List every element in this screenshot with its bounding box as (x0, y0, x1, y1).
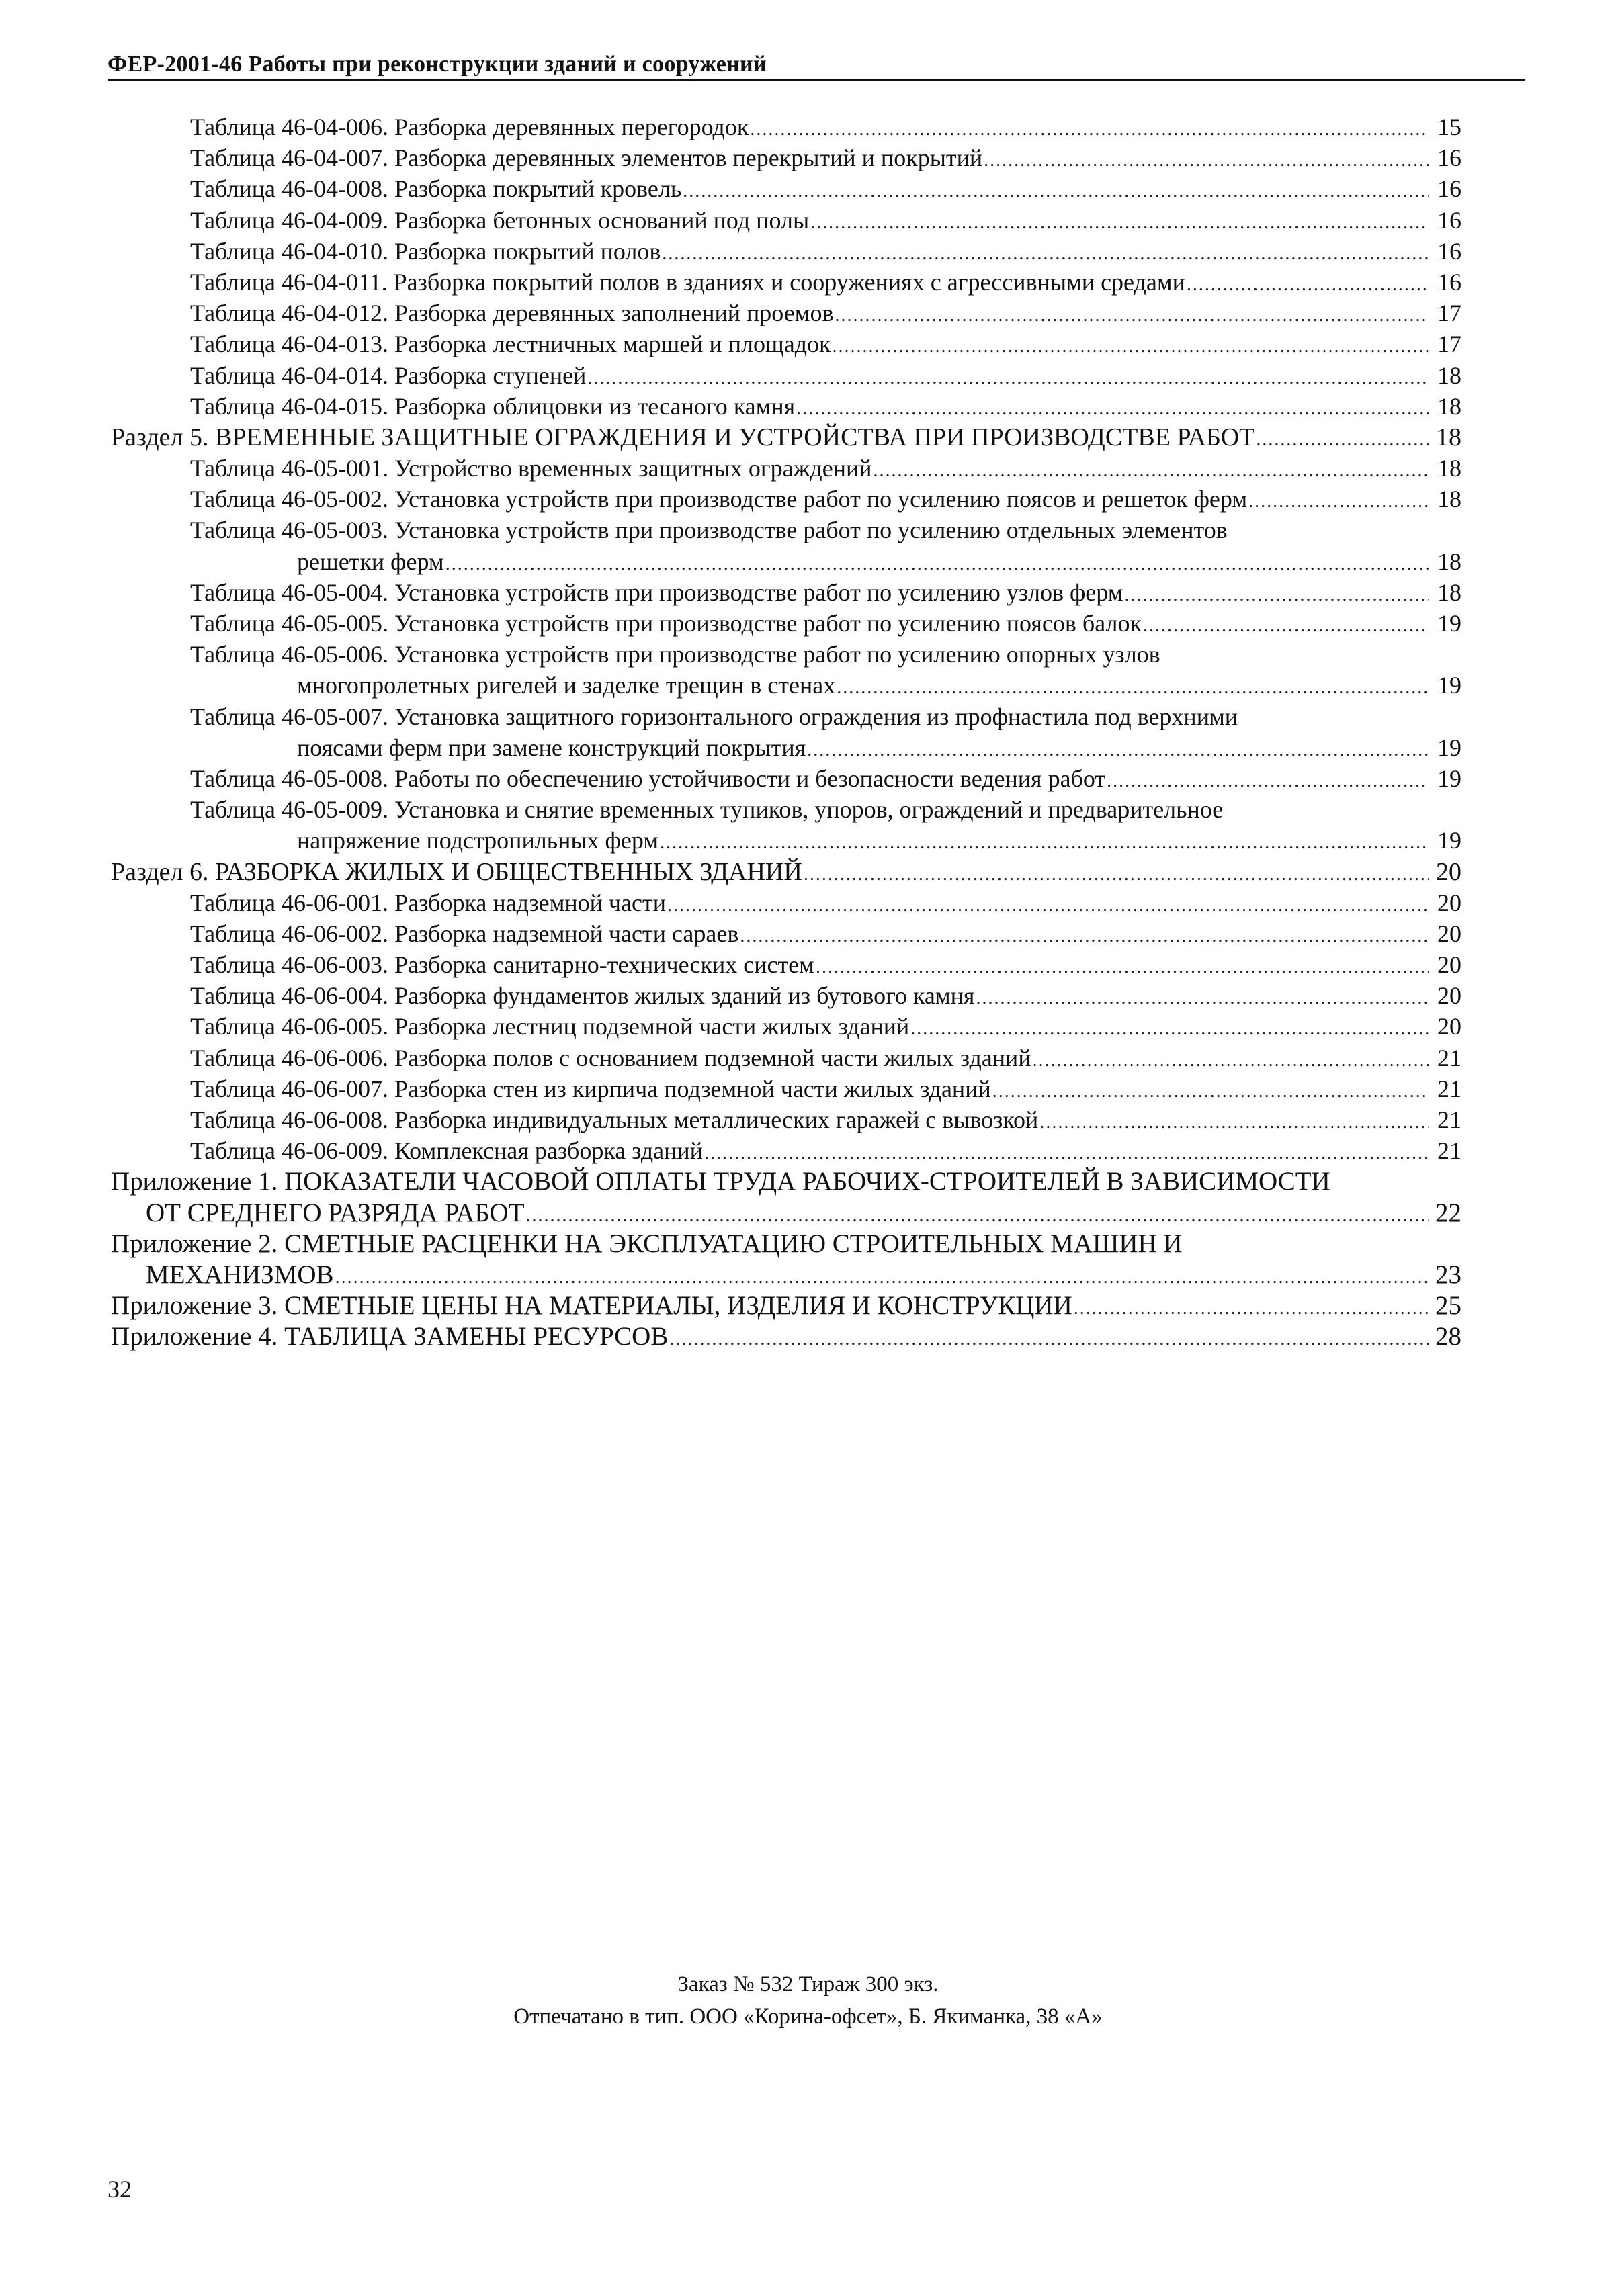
toc-entry-text: Таблица 46-06-003. Разборка санитарно-технических систем (190, 951, 814, 979)
toc-entry-table (111, 701, 1461, 732)
toc-entry-text: Таблица 46-06-006. Разборка полов с основанием подземной части жилых зданий (190, 1044, 1031, 1071)
toc-entry-page: 19 (1437, 672, 1461, 699)
toc-entry-appendix (111, 1229, 1461, 1260)
toc-entry-text: Приложение 4. ТАБЛИЦА ЗАМЕНЫ РЕСУРСОВ (111, 1322, 669, 1352)
toc-entry-table (111, 267, 1461, 298)
toc-entry-page: 16 (1437, 175, 1461, 203)
toc-dot-leader (1033, 1045, 1429, 1076)
toc-dot-leader (992, 1076, 1429, 1107)
toc-dot-leader (1248, 486, 1429, 517)
toc-entry-text: Таблица 46-06-005. Разборка лестниц подземной части жилых зданий (190, 1013, 910, 1041)
toc-entry-text: Таблица 46-06-001. Разборка надземной части (190, 889, 666, 916)
toc-entry-page: 17 (1437, 300, 1461, 327)
toc-entry-appendix-cont (111, 1198, 1461, 1229)
toc-dot-leader (740, 921, 1429, 952)
toc-entry-page: 28 (1435, 1322, 1461, 1352)
toc-entry-text: Раздел 5. ВРЕМЕННЫЕ ЗАЩИТНЫЕ ОГРАЖДЕНИЯ И УСТРОЙСТВА ПРИ ПРОИЗВОДСТВЕ РАБОТ (111, 423, 1255, 451)
toc-dot-leader (807, 735, 1429, 766)
toc-entry-table (111, 112, 1461, 142)
toc-entry-text: Раздел 6. РАЗБОРКА ЖИЛЫХ И ОБЩЕСТВЕННЫХ ЗДАНИЙ (111, 857, 802, 886)
toc-entry-page: 19 (1437, 734, 1461, 761)
toc-entry-page: 19 (1437, 827, 1461, 854)
toc-entry-text: Таблица 46-05-005. Установка устройств при производстве работ по усилению поясов балок (190, 610, 1142, 637)
toc-entry-text: поясами ферм при замене конструкций покрытия (297, 734, 806, 761)
toc-entry-text: Таблица 46-06-008. Разборка индивидуальных металлических гаражей с вывозкой (190, 1106, 1039, 1133)
toc-entry-text: Таблица 46-05-006. Установка устройств при производстве работ по усилению опорных узлов (190, 641, 1160, 668)
toc-entry-text: Приложение 3. СМЕТНЫЕ ЦЕНЫ НА МАТЕРИАЛЫ, ИЗДЕЛИЯ И КОНСТРУКЦИИ (111, 1291, 1072, 1321)
toc-entry-table (111, 391, 1461, 422)
toc-entry-text: ОТ СРЕДНЕГО РАЗРЯДА РАБОТ (146, 1198, 525, 1227)
toc-entry-table (111, 484, 1461, 515)
toc-entry-page: 21 (1437, 1106, 1461, 1133)
toc-entry-text: Таблица 46-05-003. Установка устройств при производстве работ по усилению отдельных элементов (190, 517, 1228, 544)
toc-entry-table (111, 577, 1461, 608)
toc-entry-text: Приложение 2. СМЕТНЫЕ РАСЦЕНКИ НА ЭКСПЛУАТАЦИЮ СТРОИТЕЛЬНЫХ МАШИН И (111, 1229, 1183, 1258)
toc-entry-text: МЕХАНИЗМОВ (146, 1260, 334, 1289)
toc-entry-table-cont (111, 546, 1461, 577)
toc-entry-table (111, 173, 1461, 204)
toc-entry-page: 16 (1437, 144, 1461, 172)
toc-entry-page: 16 (1437, 237, 1461, 265)
toc-entry-page: 18 (1437, 486, 1461, 513)
toc-entry-text: Таблица 46-04-015. Разборка облицовки из тесаного камня (190, 392, 796, 420)
toc-dot-leader (445, 549, 1429, 580)
toc-dot-leader (1125, 580, 1430, 611)
toc-dot-leader (660, 828, 1429, 858)
toc-entry-text: Таблица 46-05-009. Установка и снятие временных тупиков, упоров, ограждений и предварительное (190, 796, 1224, 824)
toc-entry-table-cont (111, 825, 1461, 856)
toc-entry-table-cont (111, 670, 1461, 701)
toc-entry-page: 15 (1437, 114, 1461, 140)
toc-entry-table (111, 142, 1461, 173)
toc-entry-page: 20 (1437, 1013, 1461, 1041)
toc-entry-text: Таблица 46-05-001. Устройство временных защитных ограждений (190, 455, 872, 482)
toc-dot-leader (810, 208, 1429, 238)
toc-entry-text: Таблица 46-04-006. Разборка деревянных перегородок (190, 114, 749, 140)
toc-entry-text: Таблица 46-04-009. Разборка бетонных оснований под полы (190, 206, 810, 234)
toc-dot-leader (335, 1262, 1429, 1293)
toc-entry-text: решетки ферм (297, 547, 444, 575)
toc-dot-leader (1039, 1107, 1429, 1138)
toc-entry-page: 18 (1437, 578, 1461, 606)
toc-entry-table (111, 639, 1461, 670)
toc-dot-leader (526, 1200, 1429, 1231)
toc-dot-leader (683, 176, 1429, 207)
page-number: 32 (108, 2176, 132, 2203)
toc-entry-page: 21 (1437, 1137, 1461, 1165)
toc-entry-appendix (111, 1321, 1461, 1352)
toc-entry-page: 21 (1437, 1075, 1461, 1102)
toc-entry-table (111, 918, 1461, 949)
toc-entry-page: 20 (1437, 920, 1461, 947)
toc-entry-page: 18 (1437, 547, 1461, 575)
toc-entry-text: Таблица 46-05-007. Установка защитного горизонтального ограждения из профнастила под верхними (190, 703, 1238, 730)
toc-entry-page: 16 (1437, 206, 1461, 234)
toc-entry-table (111, 205, 1461, 236)
toc-entry-table (111, 328, 1461, 359)
toc-entry-table (111, 1073, 1461, 1104)
toc-entry-table (111, 949, 1461, 980)
toc-dot-leader (816, 952, 1429, 983)
toc-dot-leader (704, 1138, 1429, 1169)
toc-dot-leader (833, 331, 1429, 362)
toc-entry-page: 17 (1437, 330, 1461, 358)
toc-entry-text: напряжение подстропильных ферм (297, 827, 659, 854)
imprint-order-line: Заказ № 532 Тираж 300 экз. (677, 1972, 939, 1996)
toc-entry-text: Таблица 46-05-004. Установка устройств при производстве работ по усилению узлов ферм (190, 578, 1123, 606)
toc-entry-table (111, 298, 1461, 328)
toc-entry-text: Таблица 46-04-008. Разборка покрытий кровель (190, 175, 682, 203)
toc-dot-leader (750, 114, 1429, 145)
toc-entry-section (111, 856, 1461, 887)
toc-entry-table (111, 763, 1461, 794)
toc-entry-text: Таблица 46-06-007. Разборка стен из кирпича подземной части жилых зданий (190, 1075, 991, 1102)
toc-entry-section (111, 422, 1461, 453)
toc-entry-table (111, 515, 1461, 545)
toc-dot-leader (910, 1014, 1429, 1045)
toc-dot-leader (984, 145, 1429, 176)
toc-entry-text: Таблица 46-04-013. Разборка лестничных маршей и площадок (190, 330, 831, 358)
toc-entry-page: 19 (1437, 610, 1461, 637)
toc-entry-page: 23 (1435, 1260, 1461, 1289)
toc-dot-leader (1143, 611, 1429, 642)
toc-entry-text: Таблица 46-05-002. Установка устройств при производстве работ по усилению поясов и решеток ферм (190, 486, 1248, 513)
toc-entry-text: Таблица 46-04-010. Разборка покрытий полов (190, 237, 661, 265)
toc-dot-leader (1187, 269, 1429, 300)
toc-entry-table (111, 1135, 1461, 1166)
toc-entry-page: 20 (1437, 982, 1461, 1010)
toc-entry-table (111, 453, 1461, 484)
toc-entry-text: Таблица 46-06-002. Разборка надземной части сараев (190, 920, 739, 947)
toc-entry-page: 20 (1436, 857, 1461, 886)
toc-entry-table-cont (111, 732, 1461, 763)
toc-entry-page: 18 (1437, 392, 1461, 420)
page-header (108, 51, 1525, 81)
toc-entry-text: Таблица 46-06-004. Разборка фундаментов жилых зданий из бутового камня (190, 982, 975, 1010)
toc-entry-table (111, 887, 1461, 918)
toc-entry-page: 21 (1437, 1044, 1461, 1071)
toc-entry-table (111, 1011, 1461, 1042)
toc-entry-text: многопролетных ригелей и заделке трещин в стенах (297, 672, 836, 699)
toc-entry-table (111, 608, 1461, 639)
toc-entry-appendix-cont (111, 1260, 1461, 1290)
document-title: ФЕР-2001-46 Работы при реконструкции зданий и сооружений (108, 52, 767, 77)
toc-entry-appendix (111, 1290, 1461, 1321)
toc-dot-leader (835, 300, 1429, 331)
table-of-contents (111, 112, 1461, 1353)
toc-entry-table (111, 236, 1461, 267)
toc-entry-text: Таблица 46-04-014. Разборка ступеней (190, 361, 587, 389)
toc-entry-page: 18 (1437, 455, 1461, 482)
toc-entry-table (111, 980, 1461, 1011)
toc-entry-page: 16 (1437, 268, 1461, 296)
toc-dot-leader (662, 238, 1429, 269)
toc-entry-text: Таблица 46-04-012. Разборка деревянных заполнений проемов (190, 300, 834, 327)
toc-dot-leader (837, 672, 1429, 703)
toc-entry-page: 22 (1435, 1198, 1461, 1227)
toc-dot-leader (587, 363, 1429, 394)
imprint-printer-line: Отпечатано в тип. ООО «Корина-офсет», Б. Якиманка, 38 «А» (513, 2004, 1103, 2029)
toc-entry-text: Приложение 1. ПОКАЗАТЕЛИ ЧАСОВОЙ ОПЛАТЫ ТРУДА РАБОЧИХ-СТРОИТЕЛЕЙ В ЗАВИСИМОСТИ (111, 1167, 1330, 1196)
toc-entry-text: Таблица 46-06-009. Комплексная разборка зданий (190, 1137, 703, 1165)
toc-dot-leader (1107, 766, 1429, 797)
toc-dot-leader (1256, 425, 1429, 455)
toc-entry-page: 18 (1437, 361, 1461, 389)
toc-entry-page: 20 (1437, 951, 1461, 979)
toc-entry-page: 25 (1435, 1291, 1461, 1321)
toc-dot-leader (874, 455, 1429, 486)
toc-dot-leader (1074, 1293, 1429, 1324)
toc-dot-leader (976, 983, 1429, 1014)
toc-entry-text: Таблица 46-05-008. Работы по обеспечению устойчивости и безопасности ведения работ (190, 764, 1106, 792)
toc-entry-page: 20 (1437, 889, 1461, 916)
toc-entry-text: Таблица 46-04-011. Разборка покрытий полов в зданиях и сооружениях с агрессивными средами (190, 268, 1185, 296)
toc-entry-page: 18 (1436, 423, 1461, 451)
toc-entry-table (111, 1104, 1461, 1135)
toc-entry-page: 19 (1437, 764, 1461, 792)
toc-entry-table (111, 794, 1461, 825)
toc-entry-table (111, 360, 1461, 391)
toc-entry-text: Таблица 46-04-007. Разборка деревянных элементов перекрытий и покрытий (190, 144, 983, 172)
toc-entry-table (111, 1043, 1461, 1073)
toc-dot-leader (667, 890, 1429, 921)
toc-dot-leader (796, 394, 1429, 425)
toc-dot-leader (669, 1324, 1429, 1355)
toc-dot-leader (804, 859, 1429, 890)
toc-entry-appendix (111, 1166, 1461, 1197)
